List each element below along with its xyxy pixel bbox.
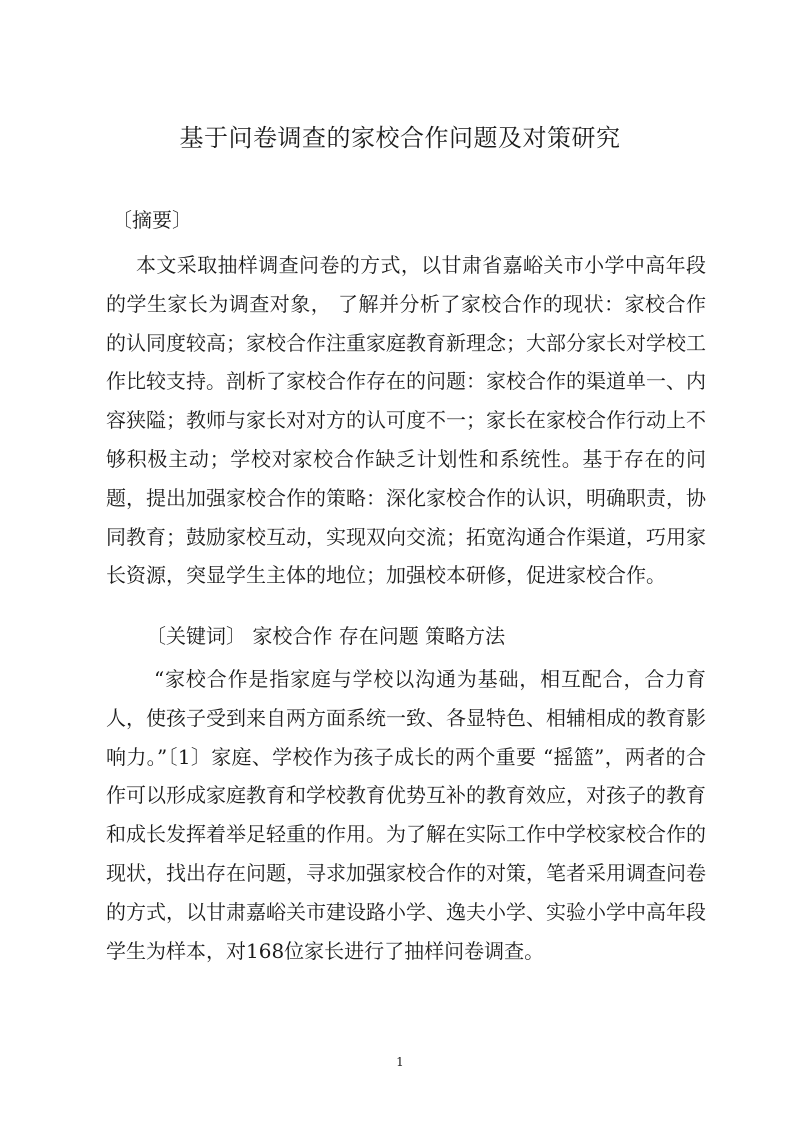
abstract-heading: 〔摘要〕 xyxy=(112,208,192,232)
keywords-line: 〔关键词〕 家校合作 存在问题 策略方法 xyxy=(146,624,506,648)
introduction-paragraph: “家校合作是指家庭与学校以沟通为基础，相互配合，合力育人，使孩子受到来自两方面系统一致、各显特色、相辅相成的教育影响力。”〔1〕家庭、学校作为孩子成长的两个重要 “摇篮”，两者的合作可以形成家庭教育和学校教育优势互补的教育效应，对孩子的教育和成长发挥着举足轻重的作用。为了解在实际工作中学校家校合作的现状，找出存在问题，寻求加强家校合作的对策，笔者采用调查问卷的方式，以甘肃嘉峪关市建设路小学、逸夫小学、实验小学中高年段学生为样本，对168位家长进行了抽样问卷调查。 xyxy=(106,667,706,963)
document-title: 基于问卷调查的家校合作问题及对策研究 xyxy=(179,124,621,152)
page-number: 1 xyxy=(396,1055,404,1069)
abstract-paragraph: 本文采取抽样调查问卷的方式，以甘肃省嘉峪关市小学中高年段的学生家长为调查对象， 了解并分析了家校合作的现状：家校合作的认同度较高；家校合作注重家庭教育新理念；大部分家长对学校工作比较支持。剖析了家校合作存在的问题：家校合作的渠道单一、内容狭隘；教师与家长对对方的认可度不一；家长在家校合作行动上不够积极主动；学校对家校合作缺乏计划性和系统性。基于存在的问题，提出加强家校合作的策略：深化家校合作的认识，明确职责，协同教育；鼓励家校互动，实现双向交流；拓宽沟通合作渠道，巧用家长资源，突显学生主体的地位；加强校本研修，促进家校合作。 xyxy=(106,253,706,588)
